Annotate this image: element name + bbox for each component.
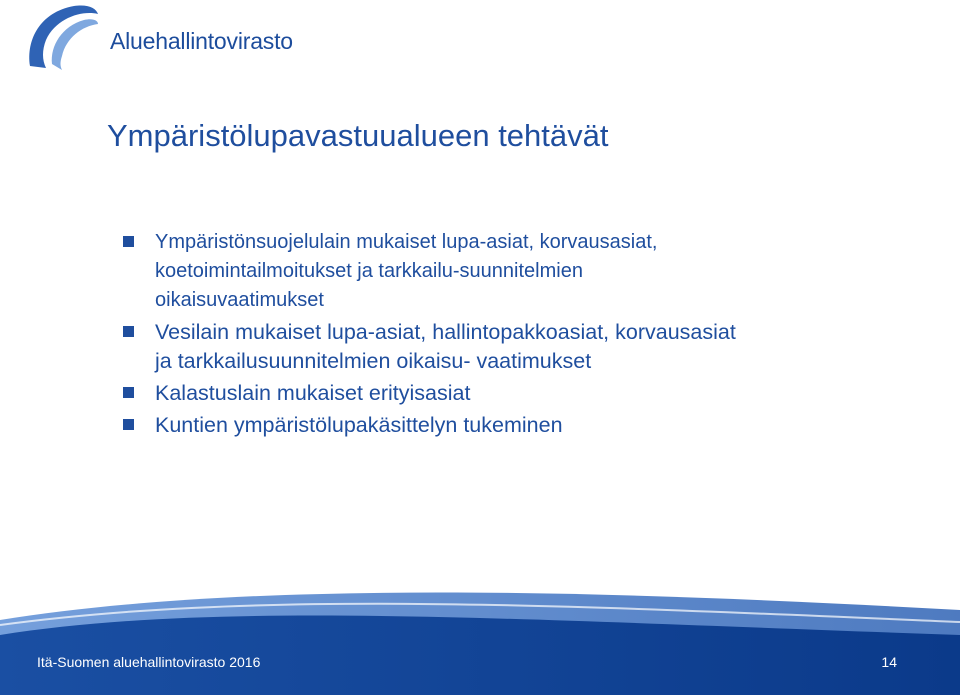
bullet-line: Ympäristönsuojelulain mukaiset lupa-asiat, korvausasiat, <box>155 231 658 253</box>
square-bullet-icon <box>123 326 134 337</box>
bullet-line: oikaisuvaatimukset <box>155 289 324 311</box>
footer-organization: Itä-Suomen aluehallintovirasto 2016 <box>37 654 261 670</box>
bullet-item <box>121 411 921 440</box>
footer-band <box>0 580 960 695</box>
org-name: Aluehallintovirasto <box>110 28 293 54</box>
square-bullet-icon <box>123 236 134 247</box>
wave-decoration <box>0 580 960 695</box>
bullet-line: Vesilain mukaiset lupa-asiat, hallintopakkoasiat, korvausasiat <box>155 320 736 344</box>
bullet-list <box>121 228 921 443</box>
bullet-item <box>121 379 921 408</box>
bullet-item <box>121 318 921 376</box>
agency-logo <box>22 0 322 72</box>
square-bullet-icon <box>123 387 134 398</box>
square-bullet-icon <box>123 419 134 430</box>
bullet-line: Kuntien ympäristölupakäsittelyn tukeminen <box>155 413 563 437</box>
bullet-item <box>121 228 921 315</box>
bullet-line: ja tarkkailusuunnitelmien oikaisu- vaatimukset <box>155 349 592 373</box>
bullet-line: koetoimintailmoitukset ja tarkkailu-suunnitelmien <box>155 260 583 282</box>
bullet-line: Kalastuslain mukaiset erityisasiat <box>155 381 471 405</box>
slide-title: Ympäristölupavastuualueen tehtävät <box>107 118 609 153</box>
page-number: 14 <box>881 654 897 670</box>
logo-emblem-icon <box>22 0 102 72</box>
